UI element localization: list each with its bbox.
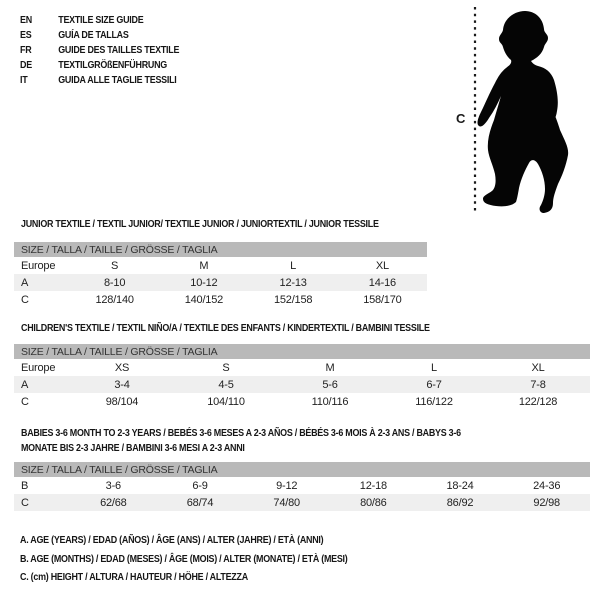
language-label: GUIDE DES TAILLES TEXTILE <box>58 44 180 56</box>
size-header-bar: SIZE / TALLA / TAILLE / GRÖSSE / TAGLIA <box>14 344 590 359</box>
language-row <box>20 13 179 28</box>
toddler-figure <box>438 2 600 220</box>
table-cell: 158/170 <box>363 293 402 306</box>
table-cell: 62/68 <box>100 496 127 509</box>
table-cell: 122/128 <box>518 395 558 408</box>
language-label: TEXTILE SIZE GUIDE <box>58 14 144 26</box>
footnote-line: B. AGE (MONTHS) / EDAD (MESES) / ÂGE (MOIS) / ALTER (MONATE) / ETÀ (MESI) <box>20 552 348 565</box>
table-cell: 7-8 <box>530 378 546 391</box>
row-label: C <box>21 293 29 306</box>
table-row <box>14 494 590 511</box>
table-cell: 6-7 <box>426 378 442 391</box>
table-cell: 12-18 <box>359 479 387 492</box>
children-size-table <box>14 344 590 410</box>
table-cell: 6-9 <box>192 479 208 492</box>
table-cell: L <box>290 259 297 272</box>
table-cell: XS <box>114 361 130 374</box>
table-cell: 110/116 <box>311 395 349 408</box>
language-label: GUIDA ALLE TAGLIE TESSILI <box>58 74 177 86</box>
table-cell: 74/80 <box>273 496 300 509</box>
row-label: Europe <box>21 361 56 374</box>
row-label: A <box>21 378 29 391</box>
row-label: B <box>21 479 29 492</box>
language-code: ES <box>20 29 32 41</box>
children-table-title: CHILDREN'S TEXTILE / TEXTIL NIÑO/A / TEXTILE DES ENFANTS / KINDERTEXTIL / BAMBINI TESSILE <box>21 322 430 334</box>
table-cell: 8-10 <box>104 276 126 289</box>
table-cell: 140/152 <box>184 293 224 306</box>
language-row <box>20 28 179 43</box>
table-cell: L <box>431 361 437 374</box>
measure-label-c: C <box>456 111 466 126</box>
language-code: EN <box>20 14 32 26</box>
table-cell: S <box>222 361 230 374</box>
table-cell: 18-24 <box>446 479 474 492</box>
row-label: A <box>21 276 29 289</box>
row-label: C <box>21 395 29 408</box>
babies-table-title: BABIES 3-6 MONTH TO 2-3 YEARS / BEBÉS 3-6 MESES A 2-3 AÑOS / BÉBÉS 3-6 MOIS À 2-3 ANS / BABYS 3-6 MONATE BIS 2-3 JAHRE / BAMBINI 3-6 MESI A 2-3 ANNI <box>21 427 461 454</box>
table-row <box>14 376 590 393</box>
language-label: GUÍA DE TALLAS <box>58 29 129 41</box>
table-cell: 152/158 <box>273 293 313 306</box>
row-label: Europe <box>21 259 56 272</box>
table-cell: 104/110 <box>207 395 245 408</box>
language-code: DE <box>20 59 32 71</box>
table-rows <box>14 359 590 410</box>
table-cell: 98/104 <box>105 395 139 408</box>
footnote-line: A. AGE (YEARS) / EDAD (AÑOS) / ÂGE (ANS) / ALTER (JAHRE) / ETÀ (ANNI) <box>20 534 324 546</box>
table-cell: M <box>199 259 209 272</box>
language-label: TEXTILGRÖßENFÜHRUNG <box>58 59 167 71</box>
table-row <box>14 274 427 291</box>
table-row <box>14 393 590 410</box>
table-cell: 92/98 <box>533 496 560 509</box>
table-cell: 80/86 <box>360 496 387 509</box>
language-row <box>20 43 179 58</box>
table-row <box>14 359 590 376</box>
table-cell: 86/92 <box>446 496 474 509</box>
toddler-silhouette-icon <box>478 11 569 213</box>
table-rows <box>14 257 427 308</box>
table-rows <box>14 477 590 511</box>
table-cell: 9-12 <box>276 479 298 492</box>
footnote-legend <box>20 531 347 587</box>
language-code: IT <box>20 74 28 86</box>
table-cell: 24-36 <box>533 479 561 492</box>
table-cell: 128/140 <box>95 293 134 306</box>
table-cell: 5-6 <box>322 378 338 391</box>
footnote-line: C. (cm) HEIGHT / ALTURA / HAUTEUR / HÖHE / ALTEZZA <box>20 571 248 583</box>
table-cell: 116/122 <box>415 395 453 408</box>
language-row <box>20 73 179 88</box>
table-cell: M <box>325 361 335 374</box>
table-row <box>14 477 590 494</box>
language-list <box>20 13 179 88</box>
language-code: FR <box>20 44 32 56</box>
language-row <box>20 58 179 73</box>
junior-size-table <box>14 242 427 308</box>
table-row <box>14 257 427 274</box>
table-row <box>14 291 427 308</box>
table-cell: 14-16 <box>368 276 396 289</box>
table-cell: 3-4 <box>114 378 130 391</box>
table-cell: 3-6 <box>105 479 121 492</box>
table-cell: XL <box>375 259 389 272</box>
table-cell: 4-5 <box>218 378 234 391</box>
row-label: C <box>21 496 29 509</box>
table-cell: 10-12 <box>190 276 218 289</box>
table-cell: XL <box>531 361 545 374</box>
table-cell: 68/74 <box>186 496 214 509</box>
junior-table-title: JUNIOR TEXTILE / TEXTIL JUNIOR/ TEXTILE JUNIOR / JUNIORTEXTIL / JUNIOR TESSILE <box>21 218 379 230</box>
table-cell: S <box>111 259 119 272</box>
size-header-bar: SIZE / TALLA / TAILLE / GRÖSSE / TAGLIA <box>14 462 590 477</box>
size-header-bar: SIZE / TALLA / TAILLE / GRÖSSE / TAGLIA <box>14 242 427 257</box>
babies-size-table <box>14 462 590 511</box>
table-cell: 12-13 <box>279 276 307 289</box>
